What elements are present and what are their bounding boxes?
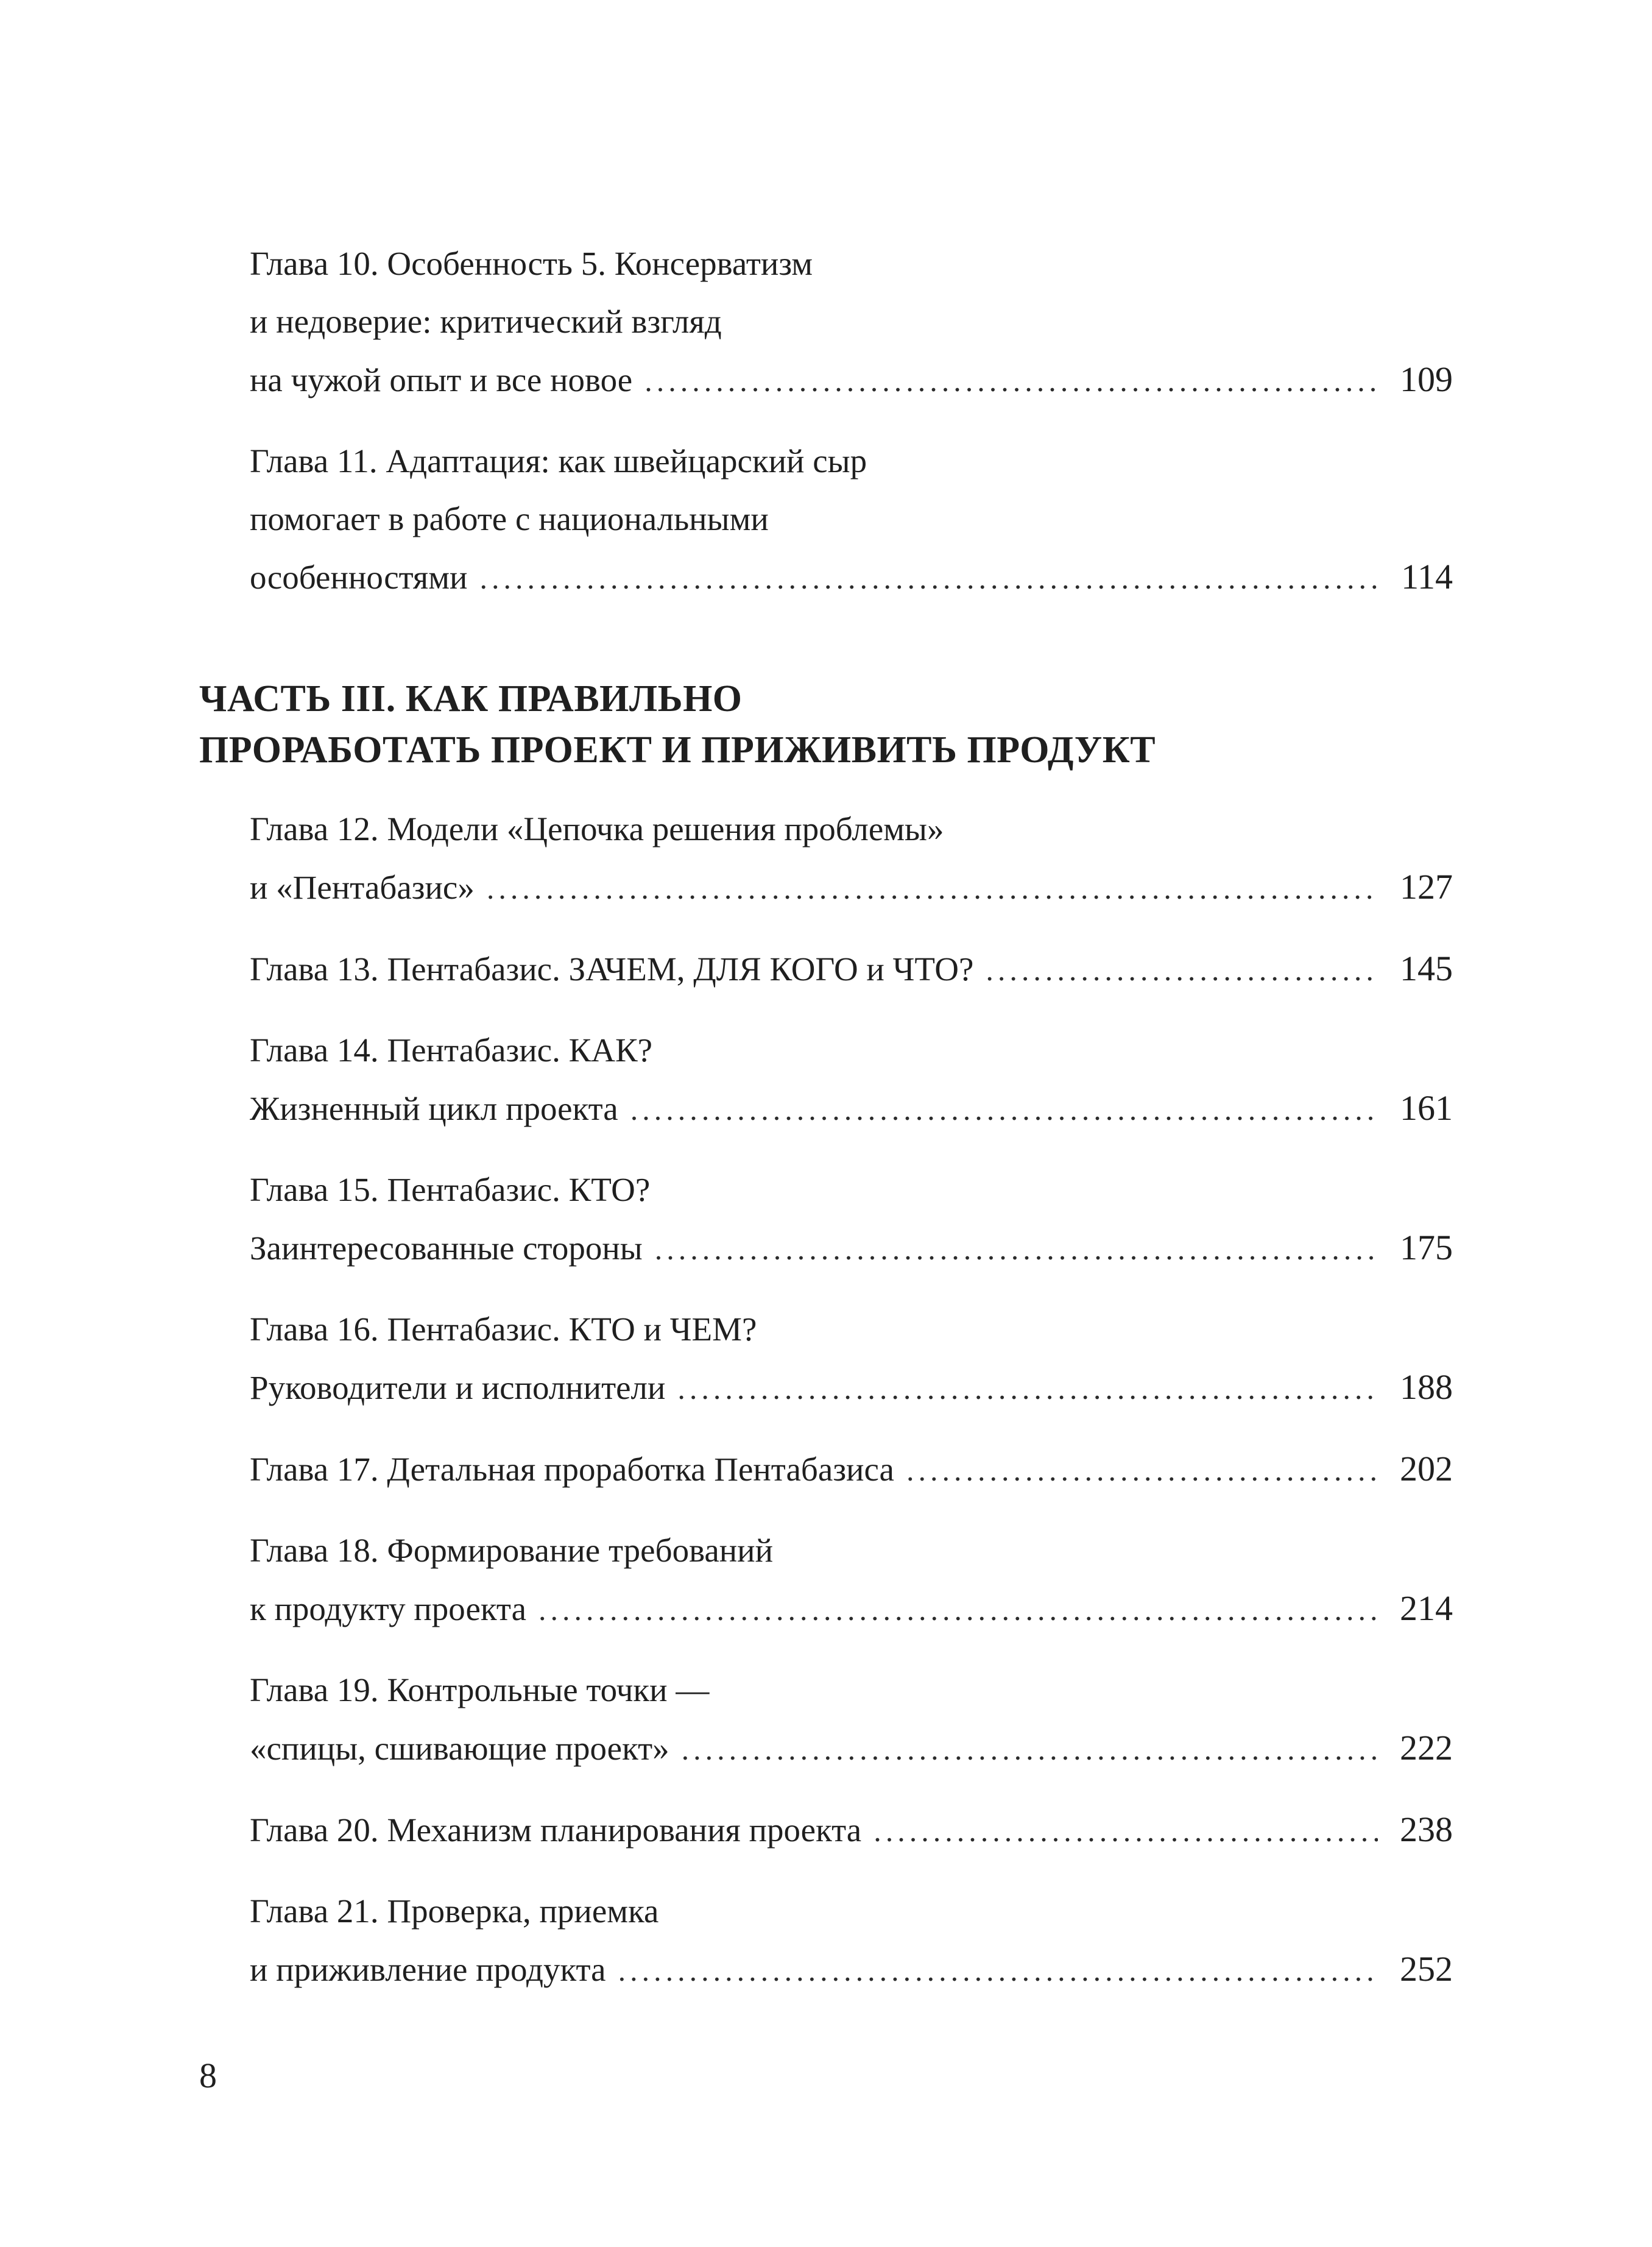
page-number: 8	[199, 2056, 217, 2095]
dots-leader	[618, 1941, 1378, 2000]
dots-leader	[538, 1580, 1378, 1639]
toc-entry-line-with-page	[250, 1800, 1453, 1860]
toc-entry	[250, 1440, 1453, 1499]
toc-entry	[250, 800, 1453, 918]
toc-entry-line: помогает в работе с национальными	[250, 500, 769, 537]
toc-entry	[250, 1300, 1453, 1418]
toc-entry-line: Глава 10. Особенность 5. Консерватизм	[250, 245, 813, 282]
toc-page-ref: 188	[1400, 1367, 1453, 1407]
toc-entry-title: Жизненный цикл проекта	[250, 1090, 618, 1127]
toc-entry	[250, 1800, 1453, 1860]
dots-leader	[986, 940, 1378, 999]
toc-entry-line: Глава 21. Проверка, приемка	[250, 1892, 659, 1930]
dots-leader	[906, 1440, 1378, 1499]
dots-leader	[479, 548, 1379, 607]
toc-entry-line-with-page	[250, 1579, 1453, 1639]
toc-entry-line-with-page	[250, 548, 1453, 607]
toc-entry-line: Глава 19. Контрольные точки —	[250, 1671, 710, 1708]
toc-entry-title: особенностями	[250, 559, 468, 596]
toc-entry-title: Глава 17. Детальная проработка Пентабазиса	[250, 1451, 894, 1488]
toc-entry	[250, 1661, 1453, 1778]
toc-entry	[250, 939, 1453, 999]
toc-entry-line-with-page	[250, 1940, 1453, 2000]
toc-page-ref: 175	[1400, 1228, 1453, 1267]
toc-page-ref: 202	[1400, 1449, 1453, 1488]
dots-leader	[682, 1719, 1378, 1778]
dots-leader	[677, 1359, 1378, 1418]
toc-entry-title: Руководители и исполнители	[250, 1369, 666, 1406]
dots-leader	[655, 1219, 1378, 1278]
toc-entry-line: Глава 18. Формирование требований	[250, 1532, 774, 1569]
toc-page-ref: 127	[1400, 867, 1453, 907]
dots-leader	[630, 1080, 1378, 1139]
toc-entry-line: и недоверие: критический взгляд	[250, 303, 722, 340]
toc-page-ref: 161	[1400, 1088, 1453, 1128]
toc-page-ref: 145	[1400, 949, 1453, 988]
toc-entry-title: и «Пентабазис»	[250, 869, 475, 906]
toc-entry-title: на чужой опыт и все новое	[250, 361, 633, 398]
toc-entry	[250, 1521, 1453, 1639]
toc-page-ref: 222	[1400, 1728, 1453, 1768]
toc-entry	[250, 1882, 1453, 2000]
toc-entry-line-with-page	[250, 1719, 1453, 1778]
toc-entry-line: Глава 12. Модели «Цепочка решения проблемы»	[250, 810, 944, 847]
toc-entry-line: Глава 11. Адаптация: как швейцарский сыр	[250, 442, 867, 479]
toc-entry-line: Глава 14. Пентабазис. КАК?	[250, 1031, 653, 1069]
dots-leader	[487, 858, 1378, 918]
toc-entry-line-with-page	[250, 1440, 1453, 1499]
toc-entry-line-with-page	[250, 1079, 1453, 1139]
toc-entry-line: Глава 16. Пентабазис. КТО и ЧЕМ?	[250, 1311, 757, 1348]
toc-part-header	[199, 673, 1453, 776]
toc-page-ref: 114	[1401, 557, 1453, 596]
toc-entry-title: Глава 20. Механизм планирования проекта	[250, 1811, 862, 1849]
toc-list	[199, 235, 1453, 2022]
toc-entry-title: Глава 13. Пентабазис. ЗАЧЕМ, ДЛЯ КОГО и ЧТО?	[250, 950, 974, 988]
toc-entry-line-with-page	[250, 1219, 1453, 1278]
toc-entry-title: «спицы, сшивающие проект»	[250, 1730, 669, 1767]
toc-page-ref: 238	[1400, 1810, 1453, 1849]
toc-entry-line-with-page	[250, 939, 1453, 999]
toc-entry-line-with-page	[250, 350, 1453, 410]
toc-entry-line-with-page	[250, 858, 1453, 918]
toc-page-ref: 214	[1400, 1588, 1453, 1628]
dots-leader	[874, 1801, 1378, 1860]
toc-entry-title: Заинтересованные стороны	[250, 1230, 643, 1267]
toc-entry-title: и приживление продукта	[250, 1951, 606, 1988]
toc-entry-line: Глава 15. Пентабазис. КТО?	[250, 1171, 651, 1208]
toc-part-header-line: ПРОРАБОТАТЬ ПРОЕКТ И ПРИЖИВИТЬ ПРОДУКТ	[199, 729, 1156, 771]
toc-part-header-line: ЧАСТЬ III. КАК ПРАВИЛЬНО	[199, 678, 743, 720]
dots-leader	[644, 351, 1378, 410]
toc-entry-line-with-page	[250, 1358, 1453, 1418]
toc-entry	[250, 1161, 1453, 1278]
toc-page-ref: 252	[1400, 1949, 1453, 1989]
toc-entry	[250, 432, 1453, 607]
toc-entry	[250, 235, 1453, 410]
toc-entry	[250, 1021, 1453, 1139]
toc-entry-title: к продукту проекта	[250, 1590, 526, 1627]
toc-page-ref: 109	[1400, 359, 1453, 399]
